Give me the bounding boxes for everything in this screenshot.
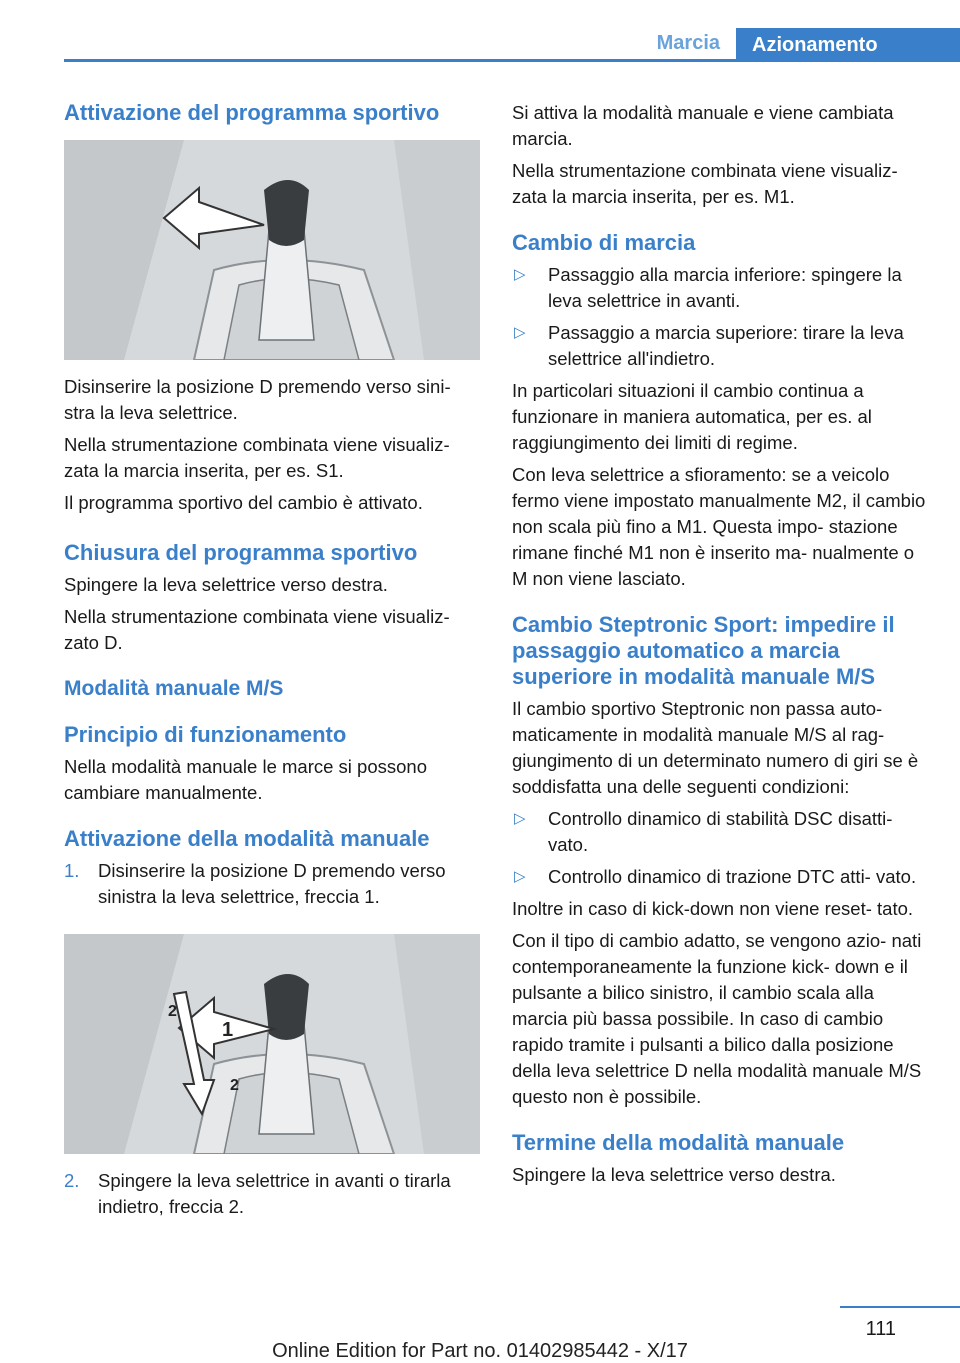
paragraph: Nella modalità manuale le marce si possono cambiare manualmente. [64, 756, 427, 803]
list-item-text: Passaggio alla marcia inferiore: spingere la leva selettrice in avanti. [548, 264, 902, 311]
step-number: 1. [64, 860, 80, 881]
page-number: 111 [865, 1318, 896, 1340]
left-column [64, 100, 480, 1220]
arrow-label-1: 1 [222, 1019, 234, 1041]
heading-sport-close: Chiusura del programma sportivo [64, 540, 418, 565]
heading-sport-activation: Attivazione del programma sportivo [64, 100, 440, 125]
paragraph: Si attiva la modalità manuale e viene cambiata marcia. [512, 102, 894, 149]
figure-gear-lever-left [64, 140, 480, 360]
bullet-marker: ▷ [514, 266, 526, 283]
step-number: 2. [64, 1170, 80, 1191]
heading-steptronic: Cambio Steptronic Sport: impedire il passaggio automatico a marcia superiore in modalità manuale M/S [512, 612, 895, 689]
bullet-marker: ▷ [514, 324, 526, 341]
heading-gear-change: Cambio di marcia [512, 230, 696, 255]
header-tab: Azionamento [736, 28, 960, 62]
heading-manual-activation: Attivazione della modalità manuale [64, 826, 430, 851]
gear-lever-illustration [64, 140, 480, 360]
page-footer [0, 1306, 960, 1362]
paragraph: Il cambio sportivo Steptronic non passa auto‐ maticamente in modalità manuale M/S al rag‐ giungimento di un determinato numero di giri se è soddisfatta una delle seguenti condizioni: [512, 698, 919, 797]
right-column [512, 100, 928, 1188]
bullet-marker: ▷ [514, 868, 526, 885]
paragraph: Con il tipo di cambio adatto, se vengono azio‐ nati contemporaneamente la funzione kick- down e il pulsante a bilico sinistro, il cambio scala alla marcia più bassa possibile. In caso di cambio rapido tramite i pulsanti a bilico dalla posizione della leva selettrice D nella modalità manuale M/S questo non è possibile. [512, 930, 922, 1107]
header-section: Marcia [656, 32, 720, 54]
paragraph: In particolari situazioni il cambio continua a funzionare in maniera automatica, per es. al raggiungimento dei limiti di regime. [512, 380, 872, 453]
gear-lever-arrows-illustration [64, 934, 480, 1154]
header-rule [64, 59, 960, 62]
list-item [512, 320, 928, 372]
step-text: Spingere la leva selettrice in avanti o tirarla indietro, freccia 2. [98, 1170, 451, 1217]
edition-note: Online Edition for Part no. 01402985442 - X/17 [272, 1340, 688, 1362]
list-item [512, 262, 928, 314]
list-item-text: Passaggio a marcia superiore: tirare la leva selettrice all'indietro. [548, 322, 904, 369]
paragraph: Spingere la leva selettrice verso destra. [512, 1164, 836, 1185]
arrow-label-2-top: 2 [168, 1003, 177, 1020]
paragraph: Nella strumentazione combinata viene visualiz‐ zata la marcia inserita, per es. M1. [512, 160, 898, 207]
paragraph: Inoltre in caso di kick-down non viene reset‐ tato. [512, 898, 914, 919]
list-item [512, 864, 928, 890]
paragraph: Nella strumentazione combinata viene visualiz‐ zata la marcia inserita, per es. S1. [64, 434, 450, 481]
list-item [512, 806, 928, 858]
bullet-marker: ▷ [514, 810, 526, 827]
list-item-text: Controllo dinamico di stabilità DSC disatti‐ vato. [548, 808, 893, 855]
paragraph: Il programma sportivo del cambio è attivato. [64, 492, 423, 513]
heading-manual-end: Termine della modalità manuale [512, 1130, 845, 1155]
paragraph: Disinserire la posizione D premendo verso sini‐ stra la leva selettrice. [64, 376, 451, 423]
figure-gear-lever-arrows [64, 934, 480, 1154]
paragraph: Spingere la leva selettrice verso destra. [64, 574, 388, 595]
numbered-step [64, 858, 480, 910]
step-text: Disinserire la posizione D premendo verso sinistra la leva selettrice, freccia 1. [98, 860, 446, 907]
list-item-text: Controllo dinamico di trazione DTC atti‐ vato. [548, 866, 917, 887]
paragraph: Nella strumentazione combinata viene visualiz‐ zato D. [64, 606, 450, 653]
arrow-label-2-bottom: 2 [230, 1077, 239, 1094]
paragraph: Con leva selettrice a sfioramento: se a veicolo fermo viene impostato manualmente M2, il cambio non scala più fino a M1. Questa impo‐ stazione rimane finché M1 non è inserito ma‐ nualmente o M non viene lasciato. [512, 464, 926, 589]
page-header [64, 28, 960, 62]
numbered-step [64, 1168, 480, 1220]
footer-rule [840, 1306, 960, 1308]
heading-manual-mode: Modalità manuale M/S [64, 677, 284, 700]
heading-principle: Principio di funzionamento [64, 722, 347, 747]
